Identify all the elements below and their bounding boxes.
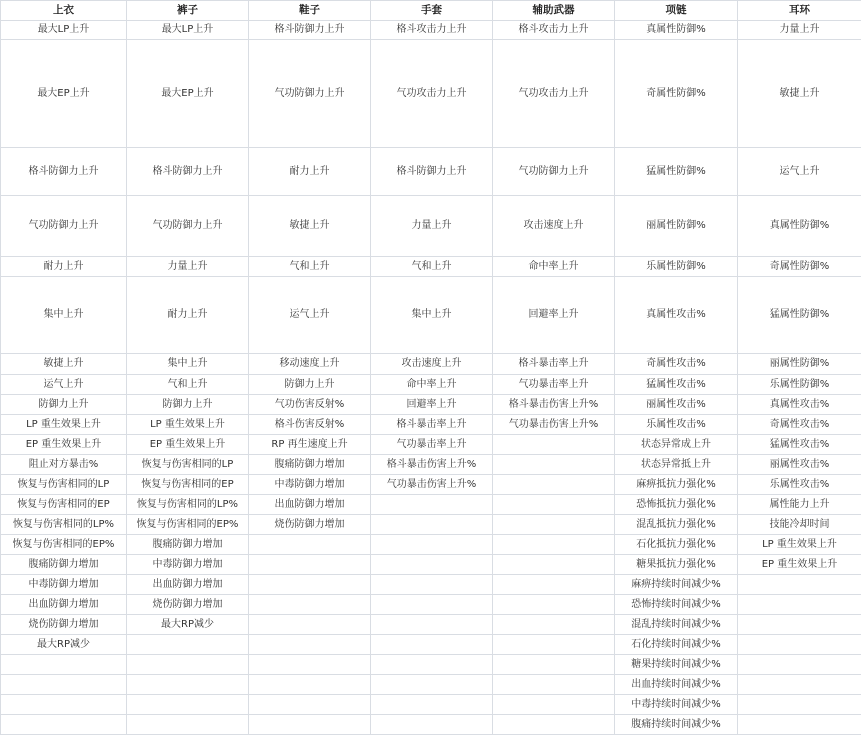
table-row (1, 675, 861, 695)
table-cell: 气功防御力上升 (249, 40, 371, 148)
table-cell: 气功暴击伤害上升% (371, 475, 493, 495)
table-cell: 力量上升 (738, 21, 861, 40)
table-cell: 恐怖抵抗力强化% (615, 495, 738, 515)
table-cell (371, 535, 493, 555)
column-header: 项链 (615, 1, 738, 21)
table-cell: LP 重生效果上升 (738, 535, 861, 555)
table-cell: 丽属性防御% (738, 354, 861, 375)
table-cell: 敏捷上升 (738, 40, 861, 148)
table-cell (371, 675, 493, 695)
table-body (1, 21, 861, 735)
table-cell: 命中率上升 (493, 257, 615, 277)
table-cell: 集中上升 (371, 277, 493, 354)
table-row (1, 277, 861, 354)
table-cell (249, 555, 371, 575)
table-cell: EP 重生效果上升 (127, 435, 249, 455)
table-cell (249, 535, 371, 555)
table-row (1, 40, 861, 148)
table-cell (371, 635, 493, 655)
table-cell (493, 595, 615, 615)
table-row (1, 695, 861, 715)
table-cell: 气功防御力上升 (493, 148, 615, 196)
table-cell: 防御力上升 (127, 395, 249, 415)
table-cell: 力量上升 (127, 257, 249, 277)
table-cell (493, 615, 615, 635)
table-cell (493, 535, 615, 555)
header-row (1, 1, 861, 21)
table-row (1, 415, 861, 435)
table-cell (493, 495, 615, 515)
column-header: 辅助武器 (493, 1, 615, 21)
table-cell (1, 655, 127, 675)
table-cell: 敏捷上升 (249, 196, 371, 257)
table-cell: 攻击速度上升 (493, 196, 615, 257)
table-cell: 真属性攻击% (615, 277, 738, 354)
table-cell: 出血持续时间减少% (615, 675, 738, 695)
table-cell (127, 675, 249, 695)
table-cell: 烧伤防御力增加 (1, 615, 127, 635)
table-cell: 耐力上升 (249, 148, 371, 196)
table-cell (249, 675, 371, 695)
table-cell: 格斗暴击率上升 (371, 415, 493, 435)
table-cell (493, 515, 615, 535)
table-cell: 力量上升 (371, 196, 493, 257)
table-cell: 混乱抵抗力强化% (615, 515, 738, 535)
table-cell: 敏捷上升 (1, 354, 127, 375)
table-cell: EP 重生效果上升 (1, 435, 127, 455)
column-header: 上衣 (1, 1, 127, 21)
table-cell (249, 615, 371, 635)
table-cell: 格斗攻击力上升 (371, 21, 493, 40)
table-cell: 腹痛持续时间减少% (615, 715, 738, 735)
table-cell: 攻击速度上升 (371, 354, 493, 375)
table-cell (371, 495, 493, 515)
column-header: 鞋子 (249, 1, 371, 21)
table-row (1, 655, 861, 675)
table-cell (493, 475, 615, 495)
table-cell: 气功攻击力上升 (371, 40, 493, 148)
table-cell (1, 675, 127, 695)
table-cell: 烧伤防御力增加 (249, 515, 371, 535)
table-cell (493, 635, 615, 655)
table-cell: RP 再生速度上升 (249, 435, 371, 455)
table-cell: 出血防御力增加 (127, 575, 249, 595)
table-cell: 真属性防御% (738, 196, 861, 257)
table-row (1, 257, 861, 277)
table-cell: 耐力上升 (127, 277, 249, 354)
table-row (1, 515, 861, 535)
table-cell: 中毒防御力增加 (249, 475, 371, 495)
table-cell: 格斗暴击伤害上升% (493, 395, 615, 415)
table-cell: 丽属性攻击% (615, 395, 738, 415)
table-cell: 出血防御力增加 (1, 595, 127, 615)
table-cell: 恐怖持续时间减少% (615, 595, 738, 615)
table-cell: 奇属性防御% (615, 40, 738, 148)
table-cell: 状态异常成上升 (615, 435, 738, 455)
table-cell (127, 655, 249, 675)
table-cell: 中毒防御力增加 (127, 555, 249, 575)
table-cell (493, 695, 615, 715)
table-cell: 气和上升 (371, 257, 493, 277)
table-cell (738, 595, 861, 615)
column-header: 裤子 (127, 1, 249, 21)
table-cell: 格斗防御力上升 (249, 21, 371, 40)
table-cell: 真属性攻击% (738, 395, 861, 415)
table-cell (127, 695, 249, 715)
table-cell: 恢复与伤害相同的LP (1, 475, 127, 495)
table-cell: 石化抵抗力强化% (615, 535, 738, 555)
table-cell: 烧伤防御力增加 (127, 595, 249, 615)
table-cell (371, 575, 493, 595)
table-row (1, 495, 861, 515)
table-row (1, 148, 861, 196)
table-cell: 乐属性攻击% (738, 475, 861, 495)
table-cell: 状态异常抵上升 (615, 455, 738, 475)
table-cell: 恢复与伤害相同的EP (1, 495, 127, 515)
table-cell (371, 515, 493, 535)
table-cell: 麻痹持续时间减少% (615, 575, 738, 595)
table-cell: LP 重生效果上升 (127, 415, 249, 435)
table-cell (249, 715, 371, 735)
table-cell (127, 635, 249, 655)
table-cell (371, 615, 493, 635)
table-cell (371, 655, 493, 675)
table-row (1, 535, 861, 555)
table-cell: 中毒持续时间减少% (615, 695, 738, 715)
table-cell: 回避率上升 (493, 277, 615, 354)
table-cell: 中毒防御力增加 (1, 575, 127, 595)
table-cell (738, 715, 861, 735)
table-cell: 猛属性防御% (615, 148, 738, 196)
table-cell: 出血防御力增加 (249, 495, 371, 515)
table-cell: 气功暴击伤害上升% (493, 415, 615, 435)
table-cell (493, 555, 615, 575)
table-cell: 集中上升 (127, 354, 249, 375)
table-cell (249, 575, 371, 595)
table-cell: 格斗防御力上升 (1, 148, 127, 196)
table-cell: 格斗暴击率上升 (493, 354, 615, 375)
column-header: 耳环 (738, 1, 861, 21)
column-header: 手套 (371, 1, 493, 21)
table-row (1, 575, 861, 595)
table-cell: 属性能力上升 (738, 495, 861, 515)
table-cell: 最大LP上升 (1, 21, 127, 40)
table-cell: 运气上升 (1, 375, 127, 395)
table-cell: 恢复与伤害相同的EP% (127, 515, 249, 535)
table-cell (371, 595, 493, 615)
table-cell: 恢复与伤害相同的EP% (1, 535, 127, 555)
table-cell (738, 675, 861, 695)
table-row (1, 354, 861, 375)
table-row (1, 21, 861, 40)
table-cell (249, 635, 371, 655)
table-cell (371, 695, 493, 715)
table-row (1, 395, 861, 415)
table-cell: 回避率上升 (371, 395, 493, 415)
table-cell: 移动速度上升 (249, 354, 371, 375)
table-cell: 气功攻击力上升 (493, 40, 615, 148)
table-cell (738, 615, 861, 635)
table-cell: 气和上升 (249, 257, 371, 277)
table-row (1, 595, 861, 615)
table-cell: 最大RP减少 (1, 635, 127, 655)
table-cell (493, 675, 615, 695)
table-cell: 腹痛防御力增加 (249, 455, 371, 475)
table-cell: 乐属性防御% (615, 257, 738, 277)
table-cell: 命中率上升 (371, 375, 493, 395)
table-cell: 格斗暴击伤害上升% (371, 455, 493, 475)
table-row (1, 375, 861, 395)
table-cell (249, 695, 371, 715)
table-cell: 奇属性防御% (738, 257, 861, 277)
table-cell: 猛属性攻击% (738, 435, 861, 455)
table-cell: 防御力上升 (1, 395, 127, 415)
table-cell (738, 655, 861, 675)
table-cell: 格斗防御力上升 (371, 148, 493, 196)
table-cell (738, 695, 861, 715)
table-cell: 真属性防御% (615, 21, 738, 40)
table-row (1, 555, 861, 575)
table-cell: 恢复与伤害相同的EP (127, 475, 249, 495)
table-cell (493, 575, 615, 595)
table-cell: 糖果持续时间减少% (615, 655, 738, 675)
table-cell: 乐属性防御% (738, 375, 861, 395)
table-cell: 气功伤害反射% (249, 395, 371, 415)
table-cell: 恢复与伤害相同的LP% (127, 495, 249, 515)
table-cell: 气功防御力上升 (127, 196, 249, 257)
table-cell: 腹痛防御力增加 (1, 555, 127, 575)
table-cell: 糖果抵抗力强化% (615, 555, 738, 575)
table-cell: 麻痹抵抗力强化% (615, 475, 738, 495)
table-cell: 防御力上升 (249, 375, 371, 395)
table-cell: 最大EP上升 (127, 40, 249, 148)
table-cell: 格斗防御力上升 (127, 148, 249, 196)
table-row (1, 435, 861, 455)
table-cell: 腹痛防御力增加 (127, 535, 249, 555)
table-cell (249, 595, 371, 615)
table-cell: 技能冷却时间 (738, 515, 861, 535)
table-cell (127, 715, 249, 735)
table-cell: 奇属性攻击% (738, 415, 861, 435)
table-cell: 最大RP减少 (127, 615, 249, 635)
table-cell: EP 重生效果上升 (738, 555, 861, 575)
table-cell: 猛属性防御% (738, 277, 861, 354)
table-cell: 猛属性攻击% (615, 375, 738, 395)
table-cell (371, 555, 493, 575)
table-cell (738, 575, 861, 595)
table-row (1, 635, 861, 655)
table-cell: 丽属性防御% (615, 196, 738, 257)
table-row (1, 715, 861, 735)
table-cell: 石化持续时间减少% (615, 635, 738, 655)
table-cell (493, 715, 615, 735)
table-row (1, 196, 861, 257)
table-cell (493, 455, 615, 475)
table-cell (493, 655, 615, 675)
table-cell (371, 715, 493, 735)
table-cell: 格斗伤害反射% (249, 415, 371, 435)
table-cell: 气和上升 (127, 375, 249, 395)
table-cell: LP 重生效果上升 (1, 415, 127, 435)
table-cell (738, 635, 861, 655)
table-cell (493, 435, 615, 455)
table-cell: 气功暴击率上升 (371, 435, 493, 455)
table-cell: 恢复与伤害相同的LP (127, 455, 249, 475)
table-cell: 乐属性攻击% (615, 415, 738, 435)
table-cell: 最大EP上升 (1, 40, 127, 148)
table-cell: 恢复与伤害相同的LP% (1, 515, 127, 535)
table-cell: 最大LP上升 (127, 21, 249, 40)
table-cell: 混乱持续时间减少% (615, 615, 738, 635)
table-cell: 气功防御力上升 (1, 196, 127, 257)
table-cell (1, 695, 127, 715)
table-cell (249, 655, 371, 675)
table-cell: 运气上升 (249, 277, 371, 354)
table-cell: 奇属性攻击% (615, 354, 738, 375)
table-cell: 阻止对方暴击% (1, 455, 127, 475)
table-cell: 耐力上升 (1, 257, 127, 277)
table-cell: 集中上升 (1, 277, 127, 354)
table-row (1, 455, 861, 475)
table-cell: 运气上升 (738, 148, 861, 196)
table-row (1, 615, 861, 635)
table-cell: 气功暴击率上升 (493, 375, 615, 395)
table-cell: 丽属性攻击% (738, 455, 861, 475)
table-cell (1, 715, 127, 735)
table-cell: 格斗攻击力上升 (493, 21, 615, 40)
table-row (1, 475, 861, 495)
